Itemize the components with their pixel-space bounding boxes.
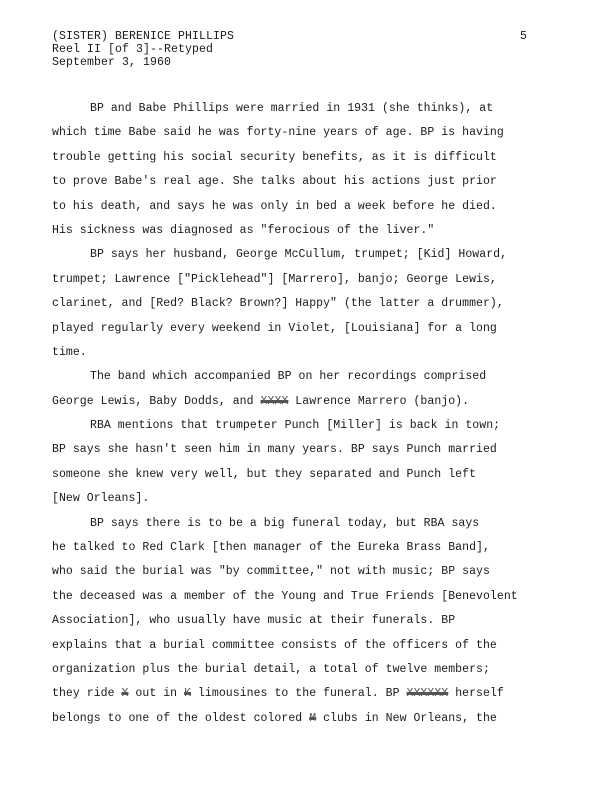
text-segment: Lawrence Marrero (banjo).	[288, 394, 470, 408]
text-segment: who said the burial was "by committee," not with music; BP says	[52, 565, 490, 579]
text-segment: played regularly every weekend in Violet, [Louisiana] for a long	[52, 321, 497, 335]
text-line	[52, 317, 532, 341]
text-segment: Association], who usually have music at their funerals. BP	[52, 614, 456, 628]
text-line	[52, 97, 532, 121]
text-segment: organization plus the burial detail, a total of twelve members;	[52, 662, 490, 676]
text-line	[52, 487, 532, 511]
text-segment: the deceased was a member of the Young and True Friends [Benevolent	[52, 589, 518, 603]
struck-out-text: X	[121, 687, 129, 701]
text-line	[52, 707, 532, 731]
text-segment: to prove Babe's real age. She talks about his actions just prior	[52, 175, 497, 189]
text-line	[52, 365, 532, 389]
reel-info: Reel II [of 3]--Retyped	[52, 43, 214, 56]
struck-out-text: XXXX	[260, 394, 289, 408]
text-line	[52, 146, 532, 170]
text-line	[52, 292, 532, 316]
text-line	[52, 560, 532, 584]
text-line	[52, 219, 532, 243]
text-segment: belongs to one of the oldest colored	[52, 711, 310, 725]
text-line	[52, 121, 532, 145]
text-segment: he talked to Red Clark [then manager of the Eureka Brass Band],	[52, 541, 490, 555]
text-segment: BP says there is to be a big funeral today, but RBA says	[90, 516, 480, 530]
text-segment: BP says she hasn't seen him in many years. BP says Punch married	[52, 443, 497, 457]
text-line	[52, 414, 532, 438]
interview-date: September 3, 1960	[52, 56, 172, 69]
text-segment: someone she knew very well, but they separated and Punch left	[52, 467, 477, 481]
text-segment: explains that a burial committee consists of the officers of the	[52, 638, 497, 652]
text-segment: The band which accompanied BP on her recordings comprised	[90, 370, 487, 384]
text-segment: His sickness was diagnosed as "ferocious of the liver."	[52, 223, 435, 237]
text-line	[52, 268, 532, 292]
text-segment: clarinet, and [Red? Black? Brown?] Happy" (the latter a drummer),	[52, 297, 504, 311]
page-number: 5	[520, 30, 527, 43]
text-line	[52, 170, 532, 194]
text-segment: George Lewis, Baby Dodds, and	[52, 394, 261, 408]
text-segment: [New Orleans].	[52, 492, 150, 506]
text-segment: limousines to the funeral. BP	[191, 687, 407, 701]
text-segment: clubs in New Orleans, the	[316, 711, 497, 725]
document-header	[52, 30, 234, 69]
text-line	[52, 634, 532, 658]
text-line	[52, 658, 532, 682]
text-line	[52, 438, 532, 462]
text-segment: BP says her husband, George McCullum, trumpet; [Kid] Howard,	[90, 248, 508, 262]
text-line	[52, 536, 532, 560]
text-segment: they ride	[52, 687, 122, 701]
text-segment: RBA mentions that trumpeter Punch [Miller] is back in town;	[90, 419, 501, 433]
text-segment: trumpet; Lawrence ["Picklehead"] [Marrero], banjo; George Lewis,	[52, 272, 497, 286]
struck-out-text: K	[184, 687, 192, 701]
struck-out-text: M	[309, 711, 317, 725]
text-segment: time.	[52, 345, 87, 359]
text-segment: which time Babe said he was forty-nine years of age. BP is having	[52, 126, 504, 140]
interviewee-name: (SISTER) BERENICE PHILLIPS	[52, 30, 235, 43]
text-line	[52, 609, 532, 633]
text-line	[52, 682, 532, 706]
text-line	[52, 243, 532, 267]
text-segment: herself	[448, 687, 504, 701]
text-line	[52, 512, 532, 536]
text-segment: trouble getting his social security benefits, as it is difficult	[52, 150, 497, 164]
struck-out-text: XXXXXX	[406, 687, 449, 701]
transcript-body	[52, 97, 532, 731]
text-line	[52, 195, 532, 219]
text-line	[52, 585, 532, 609]
text-segment: to his death, and says he was only in bed a week before he died.	[52, 199, 497, 213]
text-line	[52, 463, 532, 487]
text-line	[52, 341, 532, 365]
text-line	[52, 390, 532, 414]
text-segment: out in	[128, 687, 185, 701]
text-segment: BP and Babe Phillips were married in 1931 (she thinks), at	[90, 102, 494, 115]
